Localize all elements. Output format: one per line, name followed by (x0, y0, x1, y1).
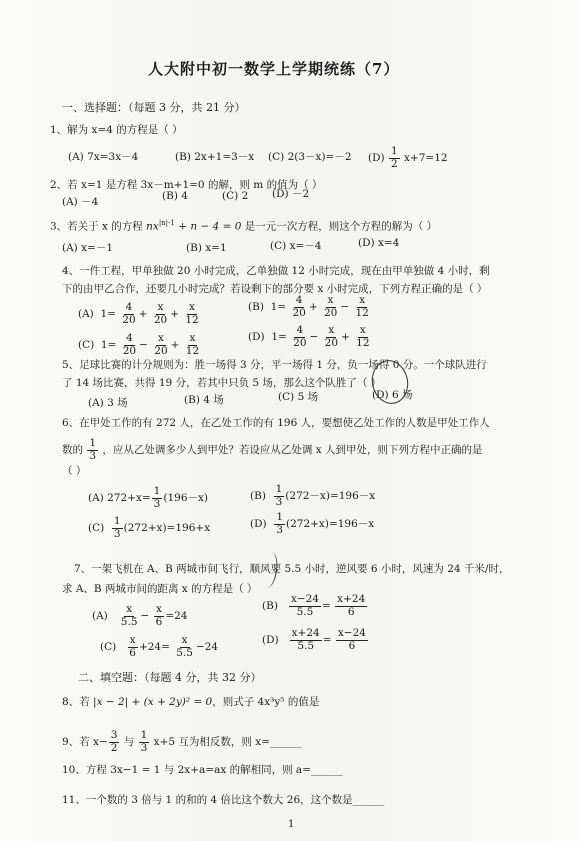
q6-option-a: (A) 272+x= $\frac{1}{3}$ (196－x) (88, 485, 209, 510)
q7-option-a: (A) $\frac{x}{5.5}$ − $\frac{x}{6}$ =24 (92, 603, 188, 628)
q7-option-c: (C) $\frac{x}{6}$ +24= $\frac{x}{5.5}$ −24 (100, 634, 219, 659)
section-choice-heading: 一、选择题：（每题 3 分，共 21 分） (62, 101, 246, 114)
question-2-stem: 2、若 x=1 是方程 3x－m+1=0 的解，则 m 的值为（ ） (50, 179, 323, 191)
question-4-line1: 4、一件工程，甲单独做 20 小时完成，乙单独做 12 小时完成，现在由甲单独做 4 小时，剩 (62, 265, 490, 277)
q4-option-b: (B) 1= $\frac{4}{20}$ + $\frac{x}{20}$ − $\frac{x}{12}$ (248, 294, 369, 319)
q6-option-d: (D) $\frac{1}{3}$ (272+x)=196－x (250, 511, 375, 536)
q2-option-a: (A) －4 (62, 196, 99, 208)
question-1-stem: 1、解为 x=4 的方程是（ ） (50, 124, 183, 136)
q7-option-d: (D) $\frac{x+24}{5.5}$ = $\frac{x-24}{6}$ (262, 627, 366, 652)
question-7-line2: 求 A、B 两城市间的距离 x 的方程是（ ） (62, 583, 258, 595)
question-5-line1: 5、足球比赛的计分规则为：胜一场得 3 分，平一场得 1 分，负一场得 0 分。一个球队进行 (62, 359, 487, 371)
q6-option-c: (C) $\frac{1}{3}$ (272+x)=196+x (88, 515, 211, 540)
q3-option-d: (D) x=4 (358, 237, 400, 249)
section-fill-heading: 二、填空题：（每题 4 分，共 32 分） (78, 671, 262, 684)
q1-option-d: (D) $\frac{1}{2}$ x+7=12 (368, 145, 448, 170)
q6-option-b: (B) $\frac{1}{3}$ (272－x)=196－x (250, 483, 376, 508)
question-9: 9、若 x− $\frac{3}{2}$ 与 $\frac{1}{3}$ x+5 互为相反数，则 x=______ (62, 729, 302, 754)
q1-option-c: (C) 2(3－x)=－2 (268, 151, 352, 163)
q3-option-c: (C) x=－4 (270, 240, 322, 252)
question-6-line3: （ ） (62, 465, 87, 477)
question-11: 11、一个数的 3 倍与 1 的和的 4 倍比这个数大 26，这个数是______ (62, 794, 385, 806)
q3-option-a: (A) x=－1 (62, 242, 114, 254)
q7-option-b: (B) $\frac{x-24}{5.5}$ = $\frac{x+24}{6}$ (262, 593, 366, 618)
question-5-line2: 了 14 场比赛，共得 19 分，若其中只负 5 场，那么这个队胜了（ ） (62, 377, 382, 389)
q4-option-a: (A) 1= $\frac{4}{20}$ + $\frac{x}{20}$ + $\frac{x}{12}$ (78, 301, 199, 326)
question-4-line2: 下的由甲乙合作，还要几小时完成？若设剩下的部分要 x 小时完成，下列方程正确的是（ ） (62, 283, 488, 295)
q5-option-b: (B) 4 场 (184, 394, 224, 406)
q2-option-d: (D) －2 (272, 188, 310, 200)
q5-option-d: (D) 6 场 (372, 389, 413, 401)
margin-pen-mark (260, 551, 280, 589)
q4-option-d: (D) 1= $\frac{4}{20}$ − $\frac{x}{20}$ + $\frac{x}{12}$ (248, 324, 370, 349)
question-3-stem: 3、若关于 x 的方程 $nx^{|n|-1} + n - 4 = 0$ 是一元一次方程，则这个方程的解为（ ） (50, 219, 438, 233)
question-7-line1: 7、一架飞机在 A、B 两城市间飞行，顺风要 5.5 小时，逆风要 6 小时，风速为 24 千米/时， (74, 563, 510, 575)
question-10: 10、方程 3x−1 = 1 与 2x+a=ax 的解相同，则 a=______ (62, 764, 343, 776)
q2-option-c: (C) 2 (222, 190, 249, 202)
page-number: 1 (288, 819, 295, 830)
page-title: 人大附中初一数学上学期统练（7） (148, 60, 400, 78)
question-6-line2: 数的 $\frac{1}{3}$ ，应从乙处调多少人到甲处？若设应从乙处调 x 人到甲处，则下列方程中正确的是 (62, 437, 483, 462)
q5-option-c: (C) 5 场 (278, 391, 319, 403)
q5-option-a: (A) 3 场 (88, 397, 128, 409)
q2-option-b: (B) 4 (162, 190, 188, 202)
q4-option-c: (C) 1= $\frac{4}{20}$ − $\frac{x}{20}$ + $\frac{x}{12}$ (78, 332, 200, 357)
q3-option-b: (B) x=1 (186, 242, 227, 254)
question-6-line1: 6、在甲处工作的有 272 人，在乙处工作的有 196 人，要想使乙处工作的人数是甲处工作人 (62, 417, 490, 429)
question-8: 8、若 |x − 2| + (x + 2y)² = 0，则式子 4x³y⁵ 的值是 (62, 696, 320, 708)
q1-option-b: (B) 2x+1=3－x (175, 151, 255, 163)
q1-option-a: (A) 7x=3x－4 (68, 151, 139, 163)
